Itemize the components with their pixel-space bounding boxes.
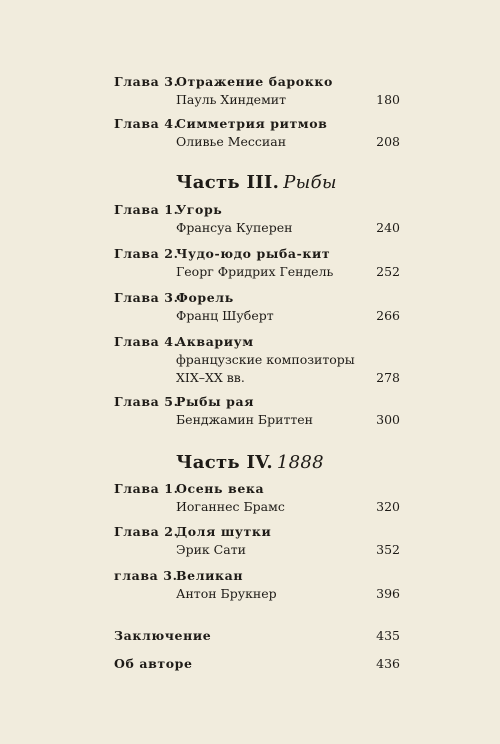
chapter-author: Эрик Сати [176,542,246,557]
about-author-title: Об авторе [114,656,193,671]
chapter-label: Глава 1. [114,202,179,217]
chapter-author: Оливье Мессиан [176,134,287,149]
chapter-author: Пауль Хиндемит [176,92,287,107]
chapter-author: Франц Шуберт [176,308,274,323]
chapter-title: Аквариум [176,334,254,349]
page-number: 278 [376,370,400,385]
chapter-author: Бенджамин Бриттен [176,412,313,427]
page-number: 252 [376,264,400,279]
chapter-title: Доля шутки [176,524,272,539]
chapter-author: Франсуа Куперен [176,220,293,235]
page-number: 208 [376,134,400,149]
part-heading [176,172,337,193]
chapter-title: Осень века [176,481,265,496]
chapter-label: Глава 2. [114,246,179,261]
part-word: Часть III. [176,172,280,193]
chapter-label: Глава 2. [114,524,179,539]
conclusion-title: Заключение [114,628,212,643]
chapter-author: Георг Фридрих Гендель [176,264,334,279]
page-number: 435 [376,628,400,643]
page-number: 320 [376,499,400,514]
part-name: 1888 [276,452,324,473]
chapter-label: Глава 3. [114,290,179,305]
page-number: 352 [376,542,400,557]
chapter-author: французские композиторы [176,352,355,367]
chapter-title: Отражение барокко [176,74,333,89]
page-number: 436 [376,656,400,671]
part-name: Рыбы [283,172,337,193]
page-number: 240 [376,220,400,235]
page-number: 300 [376,412,400,427]
page-number: 396 [376,586,400,601]
chapter-title: Великан [176,568,244,583]
chapter-author: Иоганнес Брамс [176,499,285,514]
chapter-label: Глава 3. [114,74,179,89]
chapter-title: Рыбы рая [176,394,255,409]
chapter-label: Глава 5. [114,394,179,409]
part-word: Часть IV. [176,452,273,473]
page-number: 266 [376,308,400,323]
chapter-author: Антон Брукнер [176,586,277,601]
chapter-label: Глава 1. [114,481,179,496]
page-number: 180 [376,92,400,107]
chapter-title: Чудо-юдо рыба-кит [176,246,331,261]
chapter-author-line2: XIX–XX вв. [176,370,245,385]
chapter-title: Симметрия ритмов [176,116,328,131]
chapter-label: Глава 4. [114,334,179,349]
part-heading [176,452,324,473]
chapter-label: глава 3. [114,568,178,583]
chapter-title: Угорь [176,202,223,217]
chapter-title: Форель [176,290,234,305]
chapter-label: Глава 4. [114,116,179,131]
